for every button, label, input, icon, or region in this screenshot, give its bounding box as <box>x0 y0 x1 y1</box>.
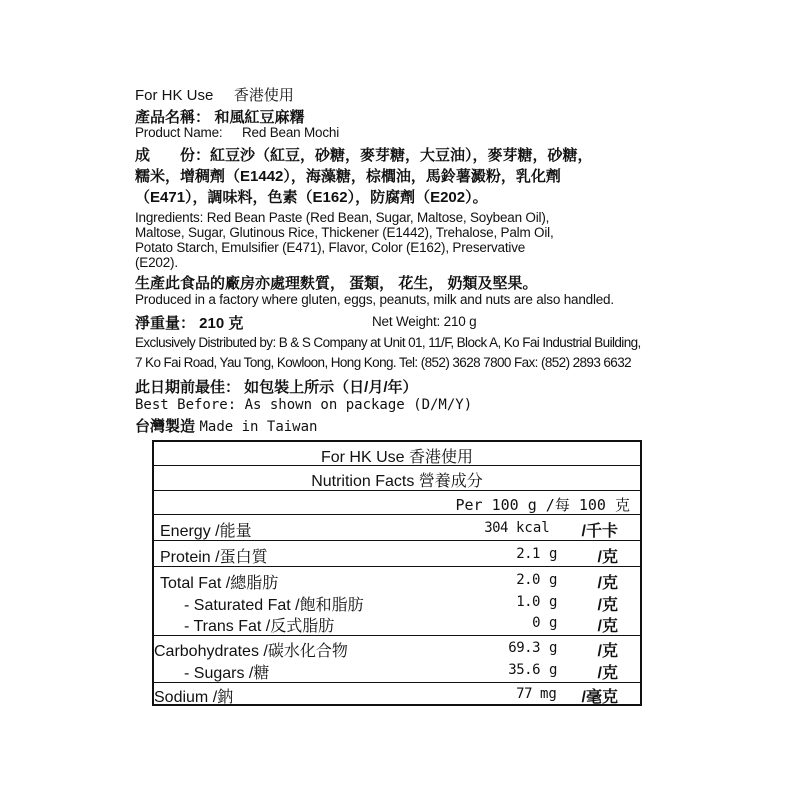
nutrient-trans-fat-value: 0 <box>532 615 540 631</box>
nutrition-title: Nutrition Facts 營養成分 <box>311 473 483 490</box>
allergen-cn: 生產此食品的廠房亦處理麩質， 蛋類， 花生， 奶類及堅果。 <box>135 275 538 292</box>
nutrient-sugars-value: 35.6 <box>508 662 540 678</box>
ingredients-cn-text-1: 紅豆沙（紅豆，砂糖，麥芽糖，大豆油），麥芽糖，砂糖， <box>210 147 593 164</box>
ingredients-en-line-4: (E202). <box>135 255 178 270</box>
nutrient-sugars-unit: g <box>549 662 558 678</box>
ingredients-cn-line-1 <box>135 144 593 165</box>
nutrient-protein-name: Protein /蛋白質 <box>160 549 268 566</box>
origin-cn: 台灣製造 <box>135 418 196 435</box>
nutrient-energy-unit: kcal <box>516 520 550 536</box>
ingredients-en-line-2: Maltose, Sugar, Glutinous Rice, Thickener (E1442), Trehalose, Palm Oil, <box>135 225 554 240</box>
ingredients-en-line-1 <box>135 210 549 225</box>
product-name-cn: 和風紅豆麻糬 <box>214 109 305 126</box>
nutrient-sugars-name: - Sugars /糖 <box>184 665 270 682</box>
nutrient-total-fat-unit-cn: /克 <box>597 575 618 592</box>
product-name-label-en: Product Name: <box>135 125 223 140</box>
nutrient-sugars-unit-cn: /克 <box>597 665 618 682</box>
nutrient-carbohydrates-value: 69.3 <box>508 640 540 656</box>
product-name-cn-line <box>135 106 304 127</box>
nutrient-trans-fat-unit-cn: /克 <box>597 618 618 635</box>
nutrient-saturated-fat-value: 1.0 <box>516 594 540 610</box>
nutrient-trans-fat-name: - Trans Fat /反式脂肪 <box>184 618 335 635</box>
nutrient-saturated-fat-name: - Saturated Fat /飽和脂肪 <box>184 597 364 614</box>
nutrient-sodium-value: 77 <box>516 686 532 702</box>
nutrient-protein-unit-cn: /克 <box>597 549 618 566</box>
nutrient-trans-fat-unit: g <box>549 615 558 631</box>
distributor-line-1: Exclusively Distributed by: B & S Company at Unit 01, 11/F, Block A, Ko Fai Industrial Building, <box>135 335 641 350</box>
nutrition-per-serving: Per 100 g /每 100 克 <box>455 496 630 514</box>
distributor-line-2: 7 Ko Fai Road, Yau Tong, Kowloon, Hong Kong. Tel: (852) 3628 7800 Fax: (852) 2893 6632 <box>135 355 632 370</box>
nutrient-total-fat-name: Total Fat /總脂肪 <box>160 575 279 592</box>
nutrient-total-fat-unit: g <box>549 572 558 588</box>
nutrient-carbohydrates-unit-cn: /克 <box>597 643 618 660</box>
net-weight-en: Net Weight: 210 g <box>372 314 477 329</box>
nutrition-facts-table <box>152 440 642 706</box>
product-name-en-line <box>135 125 339 140</box>
for-hk-use-line <box>135 84 294 105</box>
nutrition-title-hk: For HK Use 香港使用 <box>320 449 474 466</box>
product-name-label-cn: 產品名稱： <box>135 109 211 126</box>
net-weight-cn: 淨重量： 210 克 <box>135 315 244 332</box>
for-hk-use-en: For HK Use <box>135 87 214 104</box>
allergen-en: Produced in a factory where gluten, eggs, peanuts, milk and nuts are also handled. <box>135 292 614 307</box>
nutrient-saturated-fat-unit-cn: /克 <box>597 597 618 614</box>
origin-en: Made in Taiwan <box>199 419 318 435</box>
best-before-cn: 此日期前最佳： 如包裝上所示（日/月/年） <box>135 379 418 396</box>
nutrient-protein-value: 2.1 <box>516 546 540 562</box>
nutrient-protein-unit: g <box>549 546 558 562</box>
net-weight-line <box>135 312 477 333</box>
for-hk-use-cn: 香港使用 <box>233 87 294 104</box>
nutrient-total-fat-value: 2.0 <box>516 572 540 588</box>
nutrient-sodium-name: Sodium /鈉 <box>154 689 234 706</box>
ingredients-label-en: Ingredients: <box>135 210 204 225</box>
product-name-en: Red Bean Mochi <box>242 125 340 140</box>
ingredients-cn-line-2: 糯米，增稠劑（E1442），海藻糖，棕櫚油，馬鈴薯澱粉，乳化劑 <box>135 168 561 185</box>
origin-line <box>135 415 317 436</box>
nutrient-energy-value: 304 <box>484 520 508 536</box>
ingredients-en-line-3: Potato Starch, Emulsifier (E471), Flavor, Color (E162), Preservative <box>135 240 526 255</box>
nutrient-carbohydrates-unit: g <box>549 640 558 656</box>
ingredients-en-text-1: Red Bean Paste (Red Bean, Sugar, Maltose, Soybean Oil), <box>206 210 550 225</box>
nutrient-carbohydrates-name: Carbohydrates /碳水化合物 <box>154 643 348 660</box>
nutrient-saturated-fat-unit: g <box>549 594 558 610</box>
nutrient-energy-unit-cn: /千卡 <box>581 523 618 540</box>
nutrient-sodium-unit: mg <box>540 686 557 702</box>
nutrient-energy-name: Energy /能量 <box>160 523 252 540</box>
ingredients-cn-line-3: （E471），調味料，色素（E162），防腐劑（E202）。 <box>135 189 488 206</box>
best-before-en: Best Before: As shown on package (D/M/Y) <box>135 397 473 413</box>
nutrient-sodium-unit-cn: /毫克 <box>581 689 618 706</box>
ingredients-label-cn: 成 份： <box>135 147 211 164</box>
